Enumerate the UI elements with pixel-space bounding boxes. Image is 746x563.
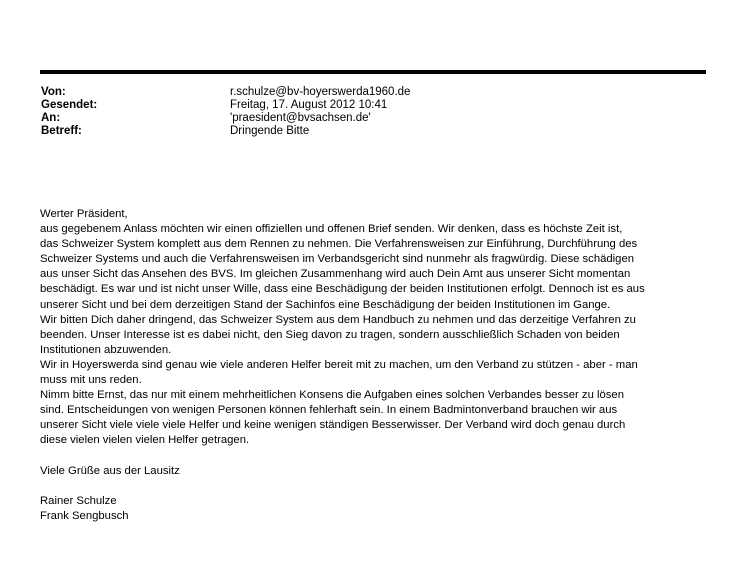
spacer [40,479,706,494]
paragraph-4-line: sind. Entscheidungen von wenigen Personen können fehlerhaft sein. In einem Badmintonverband brauchen wir aus [40,404,618,417]
from-value: r.schulze@bv-hoyerswerda1960.de [230,86,411,98]
paragraph-4-line: Nimm bitte Ernst, das nur mit einem mehrheitlichen Konsens die Aufgaben eines solchen Verbandes besser zu lösen [40,389,624,402]
paragraph-1-line: aus unser Sicht das Ansehen des BVS. Im gleichen Zusammenhang wird auch Dein Amt aus unserer Sicht momentan [40,268,631,281]
paragraph-1-line: das Schweizer System komplett aus dem Rennen zu nehmen. Die Verfahrensweisen zur Einführung, Durchführung des [40,238,638,251]
paragraph-1-line: aus gegebenem Anlass möchten wir einen offiziellen und offenen Brief senden. Wir denken, dass es höchste Zeit ist, [40,223,623,236]
paragraph-4-line: diese vielen vielen vielen Helfer getragen. [40,434,250,447]
subject-value: Dringende Bitte [230,125,310,137]
paragraph-2-line: Institutionen abzuwenden. [40,343,172,356]
subject-row [41,125,701,138]
paragraph-4-line: unserer Sicht viele viele viele Helfer und keine wenigen ständigen Besserwisser. Der Verband wird doch genau durch [40,419,626,432]
spacer [40,449,706,464]
paragraph-1-line: unserer Sicht und bei dem derzeitigen Stand der Sachinfos eine Beschädigung der beiden Institutionen im Gange. [40,298,611,311]
subject-label: Betreff: [41,125,82,137]
signature-line: Rainer Schulze [40,494,117,507]
paragraph-1-line: Schweizer Systems und auch die Verfahrensweisen im Verbandsgericht sind nunmehr als fragwürdig. Diese schädigen [40,253,635,266]
to-row [41,112,701,125]
closing: Viele Grüße aus der Lausitz [40,464,180,477]
header-divider [40,70,706,74]
signature-line: Frank Sengbusch [40,509,129,522]
paragraph-1-line: beschädigt. Es war und ist nicht unser Wille, dass eine Beschädigung der beiden Institutionen erfolgt. Dennoch ist es aus [40,283,645,296]
from-label: Von: [41,86,66,98]
paragraph-3-line: muss mit uns reden. [40,374,142,387]
sent-row [41,99,701,112]
greeting: Werter Präsident, [40,208,128,220]
to-value: 'praesident@bvsachsen.de' [230,112,371,124]
from-row [41,86,701,99]
to-label: An: [41,112,61,124]
sent-label: Gesendet: [41,99,98,111]
paragraph-2-line: beenden. Unser Interesse ist es dabei nicht, den Sieg davon zu tragen, sondern ausschließlich Schaden von beiden [40,328,620,341]
sent-value: Freitag, 17. August 2012 10:41 [230,99,388,111]
email-header [41,86,701,138]
paragraph-2-line: Wir bitten Dich daher dringend, das Schweizer System aus dem Handbuch zu nehmen und das derzeitige Verfahren zu [40,313,636,326]
email-body [40,207,706,524]
paragraph-3-line: Wir in Hoyerswerda sind genau wie viele anderen Helfer bereit mit zu machen, um den Verband zu stützen - aber - man [40,358,638,371]
